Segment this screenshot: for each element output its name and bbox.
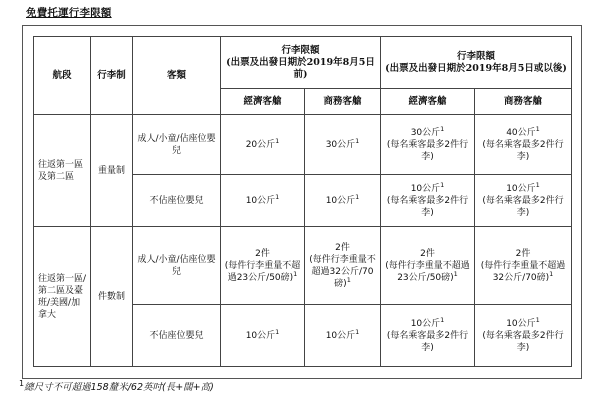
value-cell: 30公斤$^1$ [305,115,381,175]
page-title: 免費托運行李限額 [26,7,112,19]
value-cell: 10公斤$^1$ (每名乘客最多2件行李) [381,305,475,367]
value-cell: 2件 (每件行李重量不超過23公斤/50磅)$^1$ [381,227,475,305]
passenger-cell: 成人/小童/佔座位嬰兒 [133,227,221,305]
header-after-sub: (出票及出發日期於2019年8月5日或以後) [385,62,567,74]
value-cell: 2件 (每件行李重量不超過23公斤/50磅)$^1$ [221,227,305,305]
table-row [34,227,572,305]
passenger-cell: 成人/小童/佔座位嬰兒 [133,115,221,175]
value-cell: 10公斤$^1$ [221,175,305,227]
value-cell: 10公斤$^1$ [221,305,305,367]
header-row [34,37,572,89]
header-after-economy: 經濟客艙 [381,89,475,115]
allowance-table-frame [22,25,582,379]
header-before-title: 行李限額 [281,44,320,56]
header-before-business: 商務客艙 [305,89,381,115]
header-route: 航段 [34,37,91,115]
value-cell: 40公斤$^1$ (每名乘客最多2件行李) [475,115,572,175]
header-after-business: 商務客艙 [475,89,572,115]
route-cell: 往返第一區/第二區及臺班/美國/加拿大 [34,227,91,367]
route-cell: 往返第一區及第二區 [34,115,91,227]
passenger-cell: 不佔座位嬰兒 [133,175,221,227]
system-cell: 重量制 [91,115,133,227]
header-after-title: 行李限額 [456,50,495,62]
footnote-text: 總尺寸不可超過158釐米/62英吋(長+闊+高) [24,382,214,393]
passenger-cell: 不佔座位嬰兒 [133,305,221,367]
value-cell: 2件 (每件行李重量不超過32公斤/70磅)$^1$ [305,227,381,305]
value-cell: 10公斤$^1$ [305,175,381,227]
value-cell: 30公斤$^1$ (每名乘客最多2件行李) [381,115,475,175]
value-cell: 10公斤$^1$ (每名乘客最多2件行李) [475,305,572,367]
header-system: 行李制 [91,37,133,115]
system-cell: 件數制 [91,227,133,367]
table-row [34,115,572,175]
value-cell: 2件 (每件行李重量不超過32公斤/70磅)$^1$ [475,227,572,305]
footnote [19,379,214,393]
header-before-sub: (出票及出發日期於2019年8月5日前) [226,56,375,80]
header-passenger: 客類 [133,37,221,115]
value-cell: 10公斤$^1$ [305,305,381,367]
value-cell: 10公斤$^1$ (每名乘客最多2件行李) [381,175,475,227]
value-cell: 10公斤$^1$ (每名乘客最多2件行李) [475,175,572,227]
footnote-marker: 1 [19,378,25,388]
value-cell: 20公斤$^1$ [221,115,305,175]
header-before-group [221,37,381,89]
header-after-group [381,37,572,89]
baggage-allowance-table [33,36,572,367]
header-before-economy: 經濟客艙 [221,89,305,115]
